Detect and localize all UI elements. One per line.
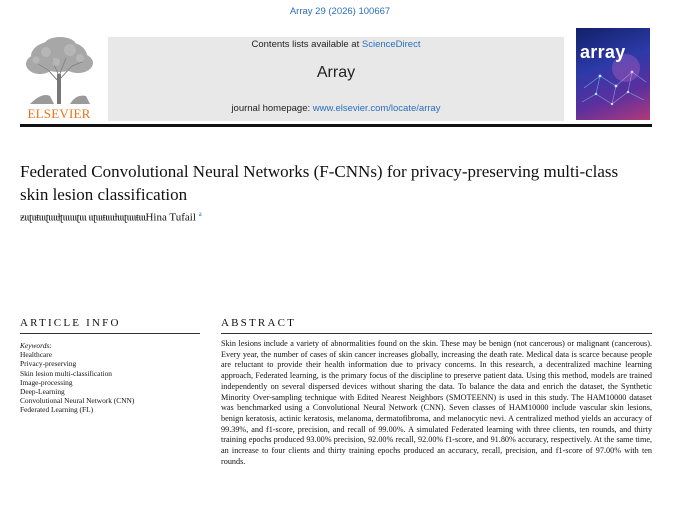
contents-prefix: Contents lists available at: [251, 39, 362, 50]
keyword-item: Privacy-preserving: [20, 359, 77, 369]
elsevier-logo: [20, 36, 98, 122]
journal-cover[interactable]: [576, 28, 650, 120]
affiliation-mark[interactable]: a: [198, 210, 202, 218]
keyword-item: Federated Learning (FL): [20, 405, 94, 415]
homepage-prefix: journal homepage:: [231, 103, 313, 114]
homepage-line: [108, 103, 564, 114]
header-divider: [20, 124, 652, 127]
journal-name: Array: [316, 64, 356, 81]
keywords-list: [20, 341, 200, 415]
cover-title: array: [580, 42, 626, 62]
keyword-item: Deep-Learning: [20, 387, 65, 397]
keyword-item: Image-processing: [20, 377, 73, 387]
article-title: Federated Convolutional Neural Networks (F-CNNs) for privacy-preserving multi-class skin lesion classification: [20, 162, 619, 204]
keyword-item: Convolutional Neural Network (CNN): [20, 396, 135, 406]
abstract-divider: [221, 333, 652, 334]
article-info-divider: [20, 333, 200, 334]
contents-line: [108, 39, 564, 50]
abstract-heading: ABSTRACT: [221, 317, 297, 329]
article-info-heading: ARTICLE INFO: [20, 317, 121, 329]
elsevier-wordmark: ELSEVIER: [27, 106, 91, 121]
journal-header: [108, 37, 564, 121]
abstract-text: Skin lesions include a variety of abnormalities found on the skin. These may be benign (not cancerous) or malignant (cancerous). Every year, the number of cases of skin cancer increases globally, increasing the death rate. Medical data is scarce because people are reluctant to provide their health information due to privacy concerns. In this research, a decentralized machine learning approach, Federated learning, is the primary focus of the discipline to preserve patient data. Using this method, models are trained independently on several dispersed devices without sharing the data. To balance the data and enrich the dataset, the Synthetic Minority Over-sampling technique with Edited Nearest Neighbors (SMOTEENN) is used in this study. The HAM10000 dataset was benchmarked using a Convolutional Neural Network (CNN). Seven classes of HAM10000 include vascular skin lesions, benign keratosis, actinic keratosis, melanoma, dermatofibroma, and melanocytic nevi. A centralized method yields an accuracy of 99.39%, and f1-score, precision, and recall of 99.00%. A simulated Federated learning with three clients, ten rounds, and thirty training epochs produced 93.00% precision, 92.00% recall, 92.00% f1-score, and 91.80% accuracy, respectively. At the same time, an increase to four clients and thirty training epochs produced an accuracy, recall, precision, and f1-score of 97.00% with ten rounds.: [221, 339, 652, 466]
journal-citation[interactable]: Array 29 (2026) 100667: [289, 6, 391, 17]
keywords-label: Keywords:: [20, 341, 52, 350]
author-line: [20, 210, 640, 224]
keyword-item: Healthcare: [20, 350, 53, 360]
elsevier-tree-icon: [20, 36, 98, 106]
keyword-item: Skin lesion multi-classification: [20, 368, 112, 378]
author-garbled-text: ƶɩɩʈɩɩŧɩɩɩʈɩɩɩɩƚʈɩɩɩɩɩɩʈɩɩɩ ɩɩʈɩɩɩŧɩɩɩɩƚɩɩɩʈɩɩɩɩŧɩɩɩ: [20, 211, 146, 224]
sciencedirect-link[interactable]: ScienceDirect: [361, 39, 421, 50]
author-name[interactable]: Hina Tufail: [145, 211, 196, 224]
journal-homepage-link[interactable]: www.elsevier.com/locate/array: [312, 103, 441, 114]
